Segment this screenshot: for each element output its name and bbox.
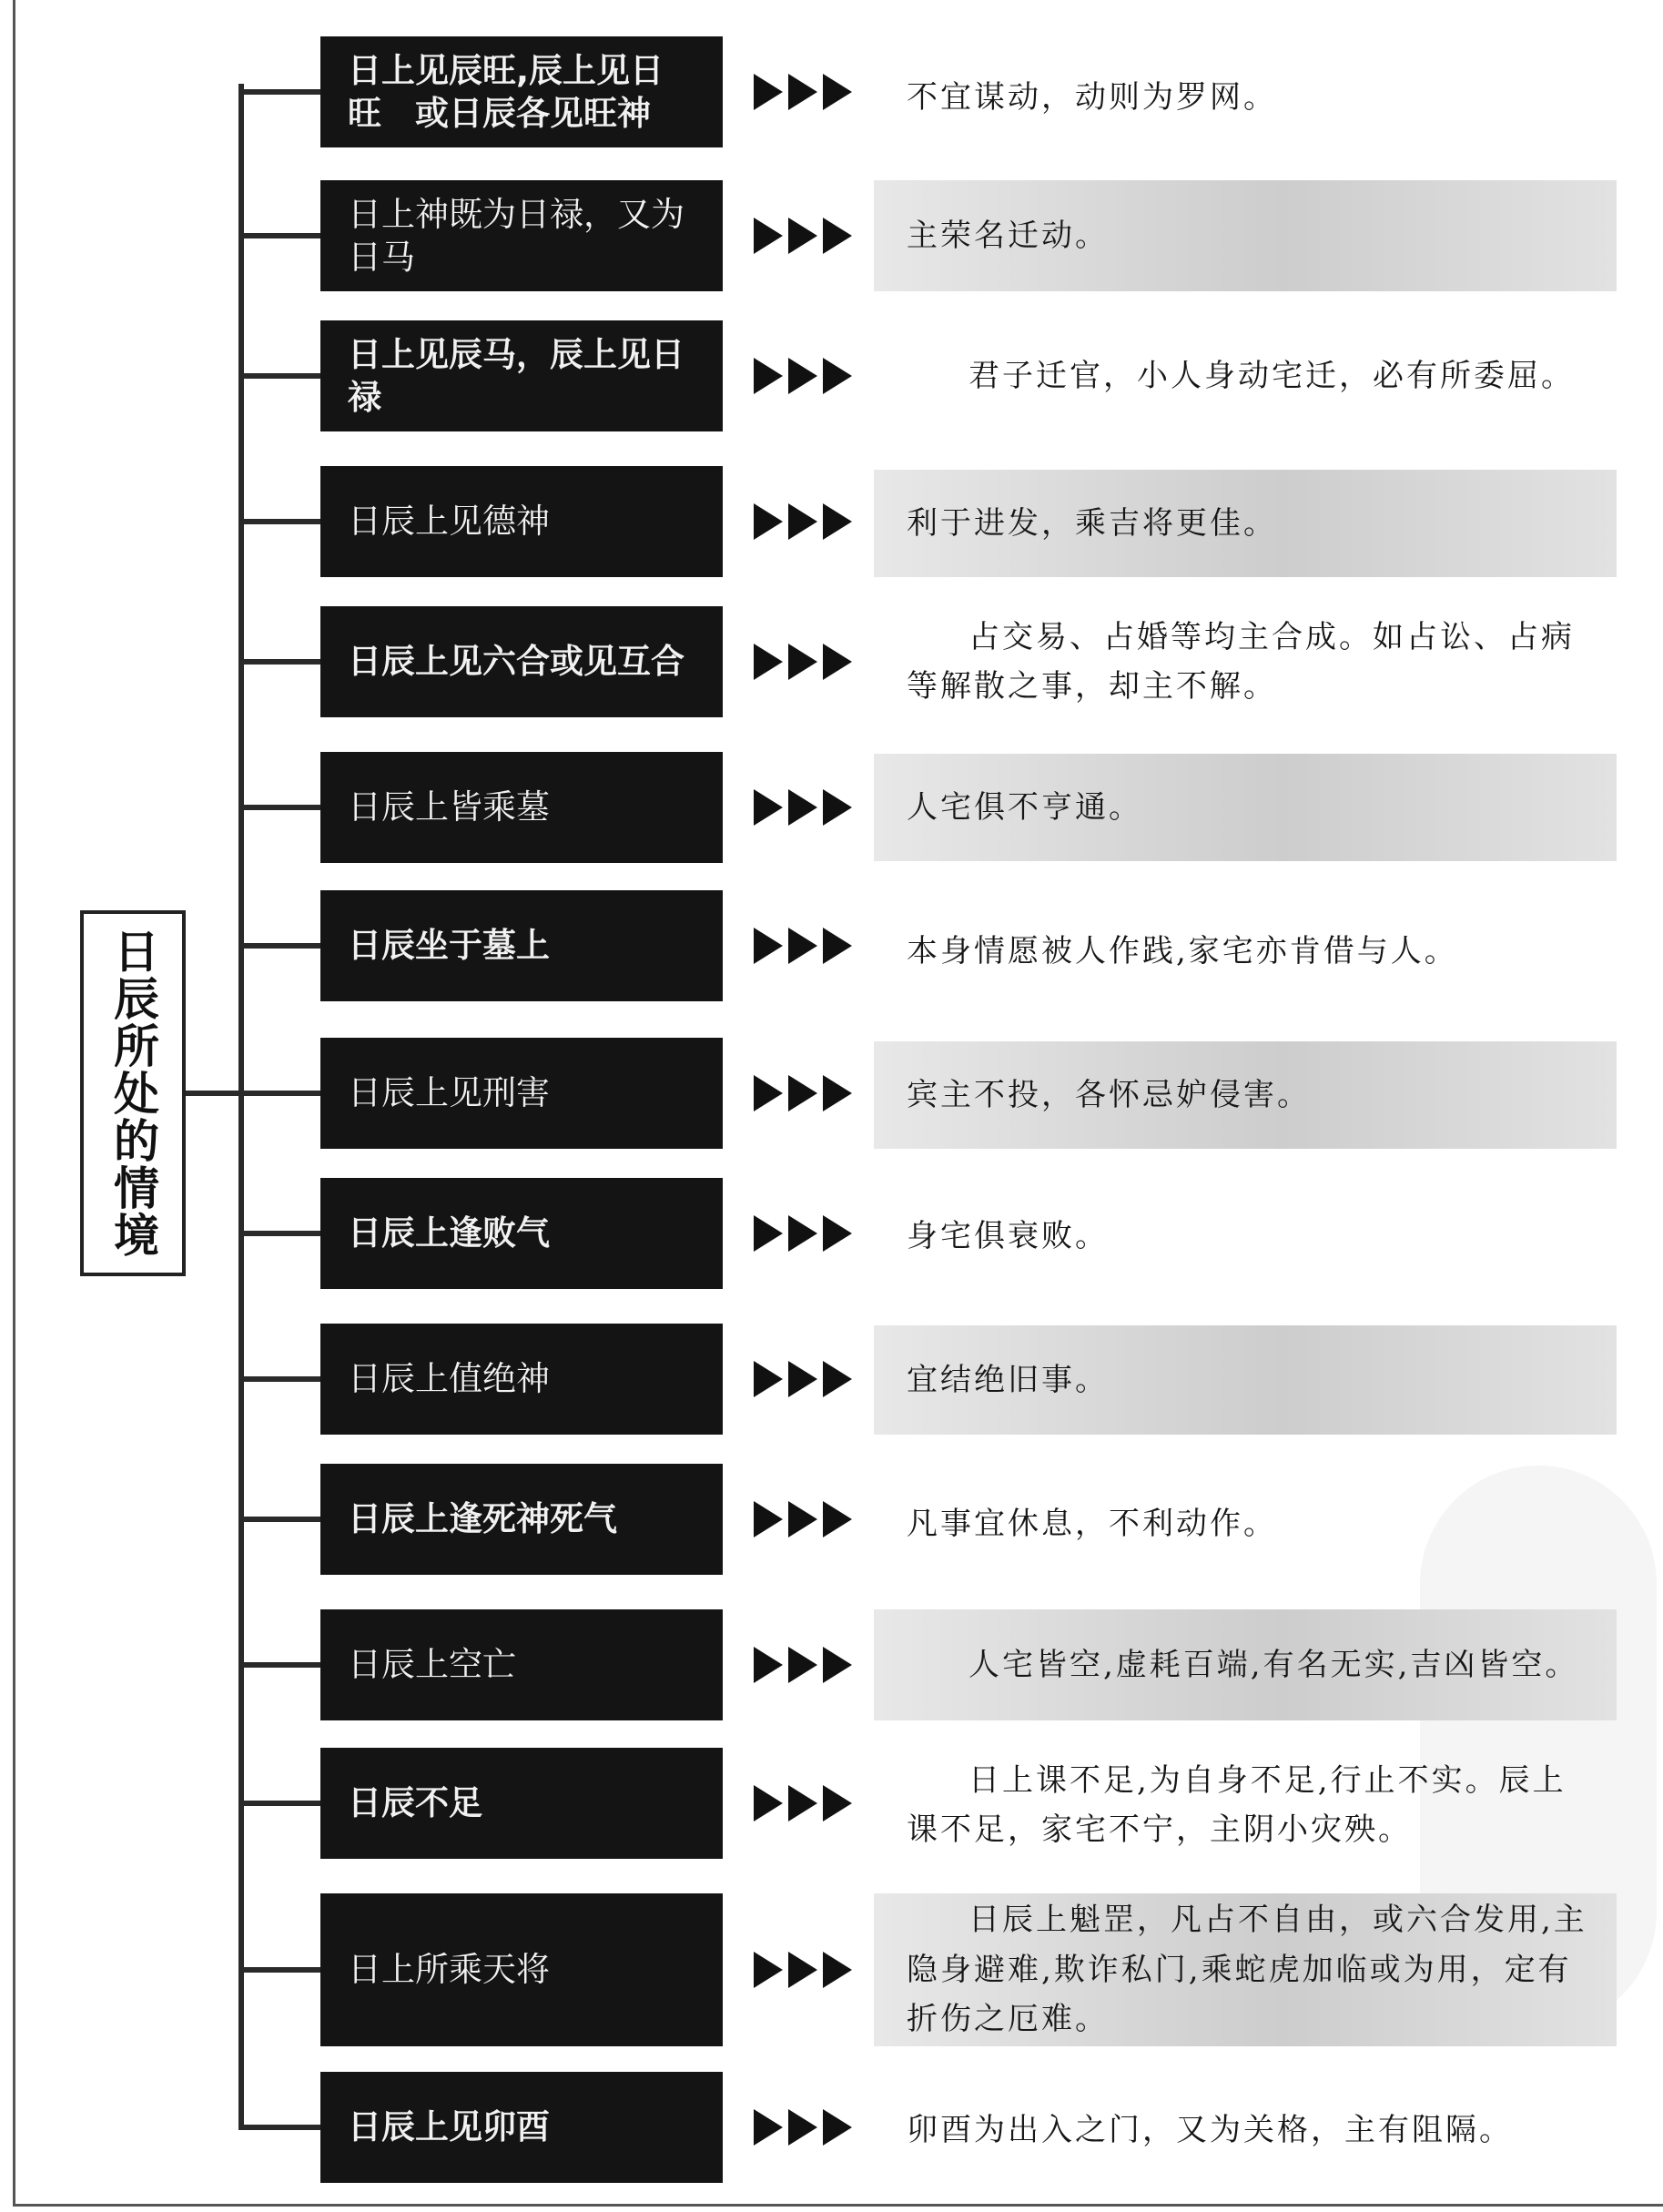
- result-text: 日上课不足,为自身不足,行止不实。辰上课不足，家宅不宁，主阴小灾殃。: [907, 1761, 1567, 1848]
- arrow-group: [754, 74, 857, 110]
- arrow-right-icon: [823, 218, 852, 254]
- arrow-right-icon: [754, 2109, 783, 2146]
- condition-box: [320, 890, 723, 1001]
- arrow-right-icon: [823, 1952, 852, 1988]
- result-box: [874, 1041, 1617, 1149]
- result-text: 宾主不投，各怀忌妒侵害。: [907, 1076, 1311, 1113]
- result-box: [874, 180, 1617, 291]
- result-box: [874, 320, 1617, 431]
- arrow-right-icon: [788, 503, 817, 540]
- result-box: [874, 901, 1617, 1001]
- result-text: 凡事宜休息，不利动作。: [907, 1505, 1277, 1542]
- condition-box: [320, 1609, 723, 1720]
- condition-box: [320, 1893, 723, 2046]
- arrow-right-icon: [823, 1361, 852, 1397]
- result-text: 主荣名迁动。: [907, 217, 1109, 254]
- condition-text: 日辰上值绝神: [348, 1359, 550, 1399]
- condition-text: 日上见辰旺,辰上见日旺 或日辰各见旺神: [348, 50, 664, 133]
- root-title: 日辰所处的情境: [106, 928, 159, 1259]
- result-text: 人宅皆空,虚耗百端,有名无实,吉凶皆空。: [968, 1646, 1579, 1683]
- branch-line: [238, 519, 320, 524]
- condition-text: 日上见辰马，辰上见日禄: [348, 334, 684, 417]
- condition-text: 日辰上见卯酉: [348, 2107, 550, 2147]
- arrow-right-icon: [823, 644, 852, 680]
- arrow-group: [754, 1215, 857, 1252]
- arrow-right-icon: [788, 1952, 817, 1988]
- arrow-group: [754, 1501, 857, 1537]
- arrow-group: [754, 2109, 857, 2146]
- branch-line: [238, 659, 320, 665]
- condition-box: [320, 2072, 723, 2183]
- condition-text: 日辰上逢死神死气: [348, 1499, 617, 1539]
- result-box: [874, 470, 1617, 577]
- root-node: [80, 910, 186, 1276]
- arrow-group: [754, 1785, 857, 1821]
- arrow-group: [754, 1075, 857, 1111]
- arrow-right-icon: [788, 928, 817, 964]
- condition-text: 日辰上见德神: [348, 502, 550, 542]
- branch-line: [238, 1662, 320, 1668]
- branch-line: [238, 1376, 320, 1382]
- arrow-right-icon: [754, 74, 783, 110]
- result-box: [874, 1893, 1617, 2046]
- result-text: 身宅俱衰败。: [907, 1217, 1109, 1254]
- arrow-group: [754, 503, 857, 540]
- condition-text: 日辰坐于墓上: [348, 926, 550, 966]
- arrow-right-icon: [788, 218, 817, 254]
- arrow-right-icon: [754, 1647, 783, 1683]
- arrow-right-icon: [788, 1501, 817, 1537]
- arrow-right-icon: [788, 789, 817, 826]
- arrow-right-icon: [823, 789, 852, 826]
- arrow-right-icon: [754, 1075, 783, 1111]
- arrow-right-icon: [754, 503, 783, 540]
- arrow-right-icon: [823, 1785, 852, 1821]
- condition-box: [320, 1748, 723, 1859]
- arrow-right-icon: [754, 789, 783, 826]
- arrow-group: [754, 789, 857, 826]
- arrow-group: [754, 1361, 857, 1397]
- condition-box: [320, 36, 723, 147]
- arrow-group: [754, 644, 857, 680]
- branch-line: [238, 943, 320, 949]
- arrow-right-icon: [754, 1501, 783, 1537]
- arrow-right-icon: [754, 1785, 783, 1821]
- arrow-right-icon: [823, 74, 852, 110]
- arrow-right-icon: [788, 1075, 817, 1111]
- root-connector: [186, 1091, 242, 1096]
- result-box: [874, 606, 1617, 717]
- result-box: [874, 754, 1617, 861]
- branch-line: [238, 2125, 320, 2130]
- branch-line: [238, 373, 320, 379]
- result-text: 人宅俱不亨通。: [907, 788, 1142, 826]
- arrow-right-icon: [788, 1785, 817, 1821]
- arrow-right-icon: [754, 358, 783, 394]
- condition-box: [320, 752, 723, 863]
- result-text: 宜结绝旧事。: [907, 1361, 1109, 1398]
- result-text: 占交易、占婚等均主合成。如占讼、占病等解散之事，却主不解。: [907, 618, 1575, 705]
- arrow-right-icon: [754, 1361, 783, 1397]
- result-box: [874, 56, 1617, 138]
- arrow-right-icon: [823, 1215, 852, 1252]
- condition-box: [320, 180, 723, 291]
- arrow-right-icon: [754, 218, 783, 254]
- branch-line: [238, 1517, 320, 1522]
- condition-text: 日辰上见刑害: [348, 1073, 550, 1113]
- branch-line: [238, 233, 320, 238]
- arrow-right-icon: [788, 2109, 817, 2146]
- arrow-right-icon: [788, 1647, 817, 1683]
- arrow-right-icon: [754, 1215, 783, 1252]
- arrow-right-icon: [788, 1215, 817, 1252]
- arrow-right-icon: [788, 74, 817, 110]
- branch-line: [238, 1091, 320, 1096]
- arrow-right-icon: [823, 1501, 852, 1537]
- branch-line: [238, 1231, 320, 1236]
- arrow-group: [754, 1647, 857, 1683]
- arrow-right-icon: [823, 358, 852, 394]
- condition-text: 日辰上见六合或见互合: [348, 642, 684, 682]
- arrow-group: [754, 1952, 857, 1988]
- branch-line: [238, 805, 320, 810]
- branch-line: [238, 89, 320, 95]
- result-text: 日辰上魁罡，凡占不自由，或六合发用,主隐身避难,欺诈私门,乘蛇虎加临或为用，定有折伤之厄难。: [907, 1902, 1587, 2038]
- arrow-right-icon: [823, 1647, 852, 1683]
- condition-text: 日上神既为日禄，又为日马: [348, 194, 684, 277]
- condition-text: 日辰上逢败气: [348, 1213, 550, 1253]
- condition-box: [320, 606, 723, 717]
- result-box: [874, 2085, 1617, 2176]
- trunk-line: [238, 84, 244, 2126]
- result-box: [874, 1183, 1617, 1289]
- arrow-right-icon: [788, 644, 817, 680]
- condition-text: 日辰上空亡: [348, 1645, 516, 1685]
- arrow-right-icon: [823, 503, 852, 540]
- arrow-group: [754, 358, 857, 394]
- condition-box: [320, 466, 723, 577]
- arrow-right-icon: [823, 1075, 852, 1111]
- condition-text: 日辰不足: [348, 1783, 482, 1823]
- result-text: 君子迁官，小人身动宅迁，必有所委屈。: [968, 357, 1575, 394]
- condition-box: [320, 1324, 723, 1435]
- condition-text: 日辰上皆乘墓: [348, 787, 550, 827]
- arrow-group: [754, 218, 857, 254]
- arrow-right-icon: [754, 644, 783, 680]
- result-text: 卯酉为出入之门，又为关格，主有阻隔。: [907, 2111, 1513, 2148]
- condition-box: [320, 320, 723, 431]
- condition-box: [320, 1178, 723, 1289]
- arrow-right-icon: [823, 928, 852, 964]
- condition-box: [320, 1464, 723, 1575]
- arrow-right-icon: [788, 1361, 817, 1397]
- result-box: [874, 1325, 1617, 1435]
- result-box: [874, 1471, 1617, 1577]
- arrow-right-icon: [788, 358, 817, 394]
- condition-text: 日上所乘天将: [348, 1950, 550, 1990]
- result-text: 本身情愿被人作践,家宅亦肯借与人。: [907, 932, 1458, 969]
- branch-line: [238, 1801, 320, 1806]
- arrow-right-icon: [754, 1952, 783, 1988]
- branch-line: [238, 1967, 320, 1973]
- result-box: [874, 1750, 1617, 1861]
- arrow-group: [754, 928, 857, 964]
- result-text: 不宜谋动，动则为罗网。: [907, 78, 1277, 116]
- arrow-right-icon: [823, 2109, 852, 2146]
- result-text: 利于进发，乘吉将更佳。: [907, 504, 1277, 542]
- condition-box: [320, 1038, 723, 1149]
- result-box: [874, 1609, 1617, 1720]
- arrow-right-icon: [754, 928, 783, 964]
